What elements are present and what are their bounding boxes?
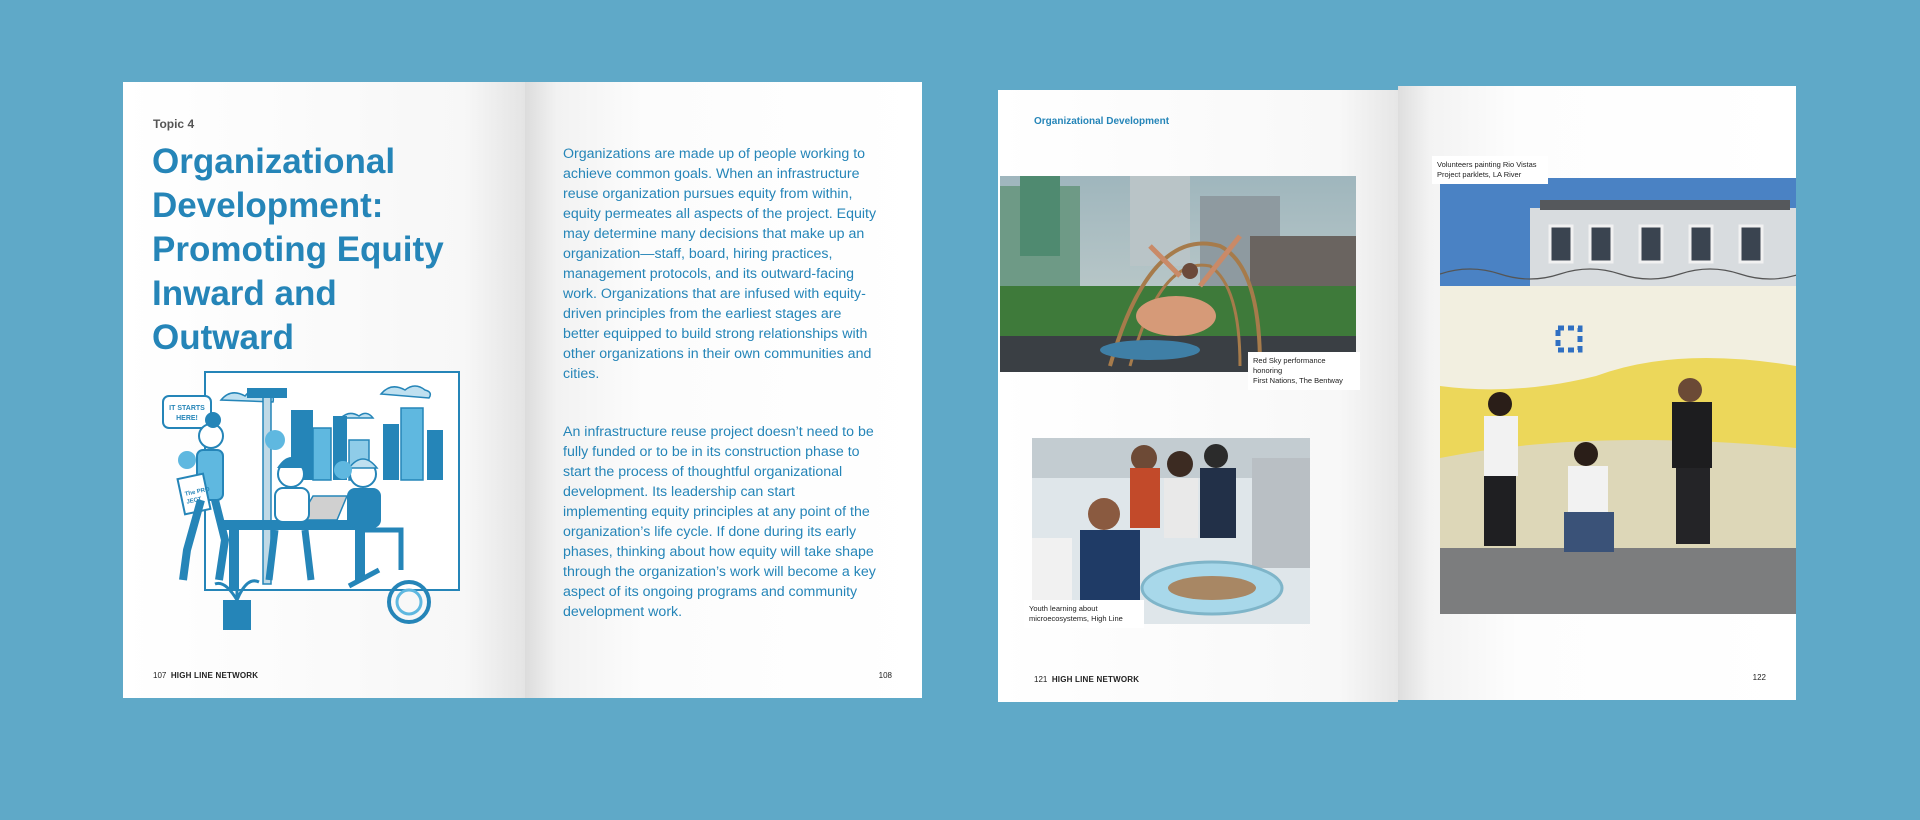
svg-text:The PRO: The PRO	[184, 486, 211, 498]
body-paragraph-1: Organizations are made up of people working to achieve common goals. When an infrastructure reuse organization pursues equity from within, equity permeates all aspects of the project. Equity may determine many decisions that make up an organization—staff, board, hiring practices, management protocols, and its outward-facing work. Organizations that are infused with equity-driven principles from the earliest stages are better equipped to build strong relationships with other organizations in their own communities and cities.	[563, 146, 877, 382]
page-108	[525, 82, 922, 698]
page-footer	[1034, 675, 1139, 684]
page-number: 122	[1752, 673, 1766, 682]
footer-label: HIGH LINE NETWORK	[1051, 675, 1140, 684]
running-head: Organizational Development	[1034, 116, 1170, 127]
title-line: Promoting Equity	[152, 230, 444, 269]
mural-painting-photo	[1440, 178, 1796, 614]
svg-text:JECT: JECT	[186, 496, 203, 506]
footer-label: HIGH LINE NETWORK	[170, 671, 259, 680]
performance-photo	[1000, 176, 1356, 372]
caption-line: Youth learning about	[1029, 604, 1098, 613]
title-line: Inward and	[152, 274, 337, 313]
topic-label: Topic 4	[153, 117, 195, 131]
page-number: 107	[153, 671, 167, 680]
caption-line: Volunteers painting Rio Vistas	[1437, 160, 1537, 169]
page-122	[1398, 86, 1796, 700]
photo-caption	[1248, 352, 1360, 390]
title-line: Development:	[152, 186, 384, 225]
caption-line: microecosystems, High Line	[1029, 614, 1123, 623]
caption-line: First Nations, The Bentway	[1253, 376, 1343, 385]
title-line: Outward	[152, 318, 294, 357]
page-number: 108	[878, 671, 892, 680]
page-121	[998, 90, 1398, 702]
page-107	[123, 82, 525, 698]
page-footer	[153, 671, 258, 680]
photo-caption	[1024, 600, 1144, 628]
youth-photo	[1032, 438, 1310, 624]
chapter-title	[152, 140, 512, 360]
photo-caption	[1432, 156, 1548, 184]
body-paragraph-2: An infrastructure reuse project doesn’t need to be fully funded or to be in its construction phase to start the process of thoughtful organizational development. Its leadership can start implementing equity principles at any point of the organization’s life cycle. If done during its early phases, thinking about how equity will take shape through the organization’s work will become a key aspect of its ongoing programs and community development work.	[563, 424, 876, 620]
svg-text:HERE!: HERE!	[176, 415, 198, 422]
caption-line: Project parklets, LA River	[1437, 170, 1522, 179]
title-line: Organizational	[152, 142, 396, 181]
page-number: 121	[1034, 675, 1048, 684]
team-illustration	[151, 370, 461, 642]
svg-text:IT STARTS: IT STARTS	[169, 405, 205, 412]
caption-line: Red Sky performance honoring	[1253, 356, 1326, 375]
